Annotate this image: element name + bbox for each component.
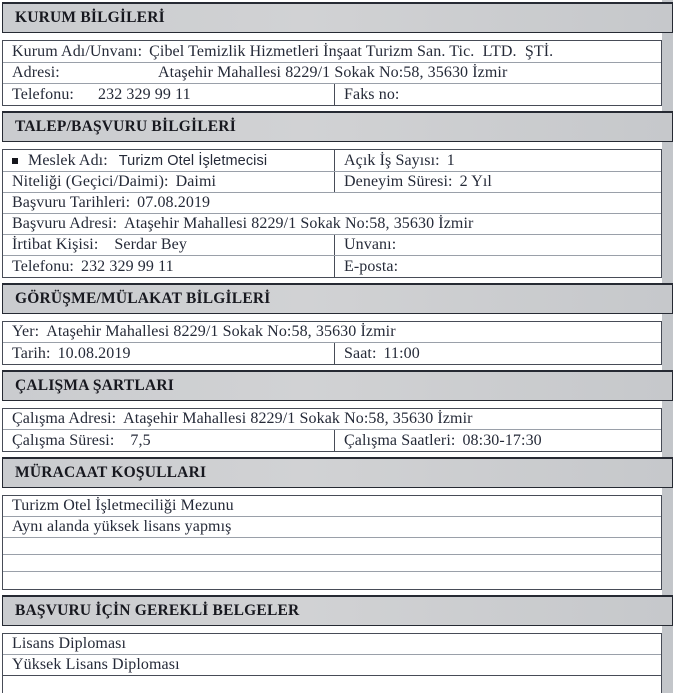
cell-calisma-saatleri xyxy=(334,430,661,451)
cell-irtibat xyxy=(3,235,334,255)
telefon-label: Telefonu: xyxy=(12,85,74,103)
kurum-adi-label: Kurum Adı/Unvanı: xyxy=(12,42,143,60)
cell-saat xyxy=(334,343,661,364)
row-kosul-empty-2 xyxy=(3,555,661,572)
row-calisma-adresi xyxy=(3,409,661,430)
calisma-adres-value: Ataşehir Mahallesi 8229/1 Sokak No:58, 35630 İzmir xyxy=(123,410,473,427)
cell-telefon xyxy=(3,84,334,105)
cell-faks xyxy=(334,84,661,105)
row-niteligi xyxy=(3,172,661,193)
basvuru-tarih-value: 07.08.2019 xyxy=(137,194,211,211)
kurum-rows xyxy=(2,40,662,106)
row-telefon-eposta xyxy=(3,256,661,277)
cell-calisma-adresi xyxy=(3,409,661,429)
cell-deneyim xyxy=(334,172,661,192)
section-header-calisma-sartlari xyxy=(2,370,673,401)
niteligi-label: Niteliği (Geçici/Daimi): xyxy=(12,173,169,190)
cell-calisma-suresi xyxy=(3,430,334,451)
section-talep-basvuru xyxy=(2,111,673,278)
muracaat-rows xyxy=(2,495,662,590)
kurum-adi-value: Çibel Temizlik Hizmetleri İnşaat Turizm San. Tic. LTD. ŞTİ. xyxy=(149,42,554,60)
square-bullet-icon xyxy=(12,158,18,164)
row-belge-1 xyxy=(3,634,661,655)
calisma-sure-value: 7,5 xyxy=(130,431,151,449)
cell-niteligi xyxy=(3,172,334,192)
section-gerekli-belgeler xyxy=(2,595,673,693)
row-sure-saatleri xyxy=(3,430,661,451)
cell-acik-is xyxy=(334,150,661,171)
deneyim-value: 2 Yıl xyxy=(459,173,492,190)
basvuru-tarih-label: Başvuru Tarihleri: xyxy=(12,194,131,211)
section-muracaat-kosullari xyxy=(2,457,673,590)
row-adresi xyxy=(3,63,661,84)
saat-value: 11:00 xyxy=(383,344,420,362)
row-yer xyxy=(3,322,661,343)
section-gorusme-mulakat xyxy=(2,283,673,365)
calisma-saat-label: Çalışma Saatleri: xyxy=(344,431,456,449)
row-irtibat-unvan xyxy=(3,235,661,256)
adresi-value: Ataşehir Mahallesi 8229/1 Sokak No:58, 35630 İzmir xyxy=(158,64,508,81)
yer-label: Yer: xyxy=(12,323,40,340)
telefon2-value: 232 329 99 11 xyxy=(80,257,174,275)
basvuru-adres-value: Ataşehir Mahallesi 8229/1 Sokak No:58, 35630 İzmir xyxy=(124,215,474,232)
row-tarih-saat xyxy=(3,343,661,364)
deneyim-label: Deneyim Süresi: xyxy=(344,173,453,190)
row-kurum-adi xyxy=(3,41,661,63)
row-meslek xyxy=(3,150,661,172)
calisma-rows xyxy=(2,408,662,452)
belge-2-text: Yüksek Lisans Diploması xyxy=(12,656,180,673)
form-document xyxy=(2,2,673,693)
calisma-saat-value: 08:30-17:30 xyxy=(462,431,542,449)
row-basvuru-tarihleri xyxy=(3,193,661,214)
cell-basvuru-tarihleri xyxy=(3,193,661,213)
row-basvuru-adresi xyxy=(3,214,661,235)
section-kurum-bilgileri xyxy=(2,2,673,106)
eposta-label: E-posta: xyxy=(344,257,399,275)
adresi-label: Adresi: xyxy=(12,64,60,81)
basvuru-adres-label: Başvuru Adresi: xyxy=(12,215,118,232)
calisma-sure-label: Çalışma Süresi: xyxy=(12,431,115,449)
section-calisma-sartlari xyxy=(2,370,673,452)
faks-label: Faks no: xyxy=(344,85,400,103)
yer-value: Ataşehir Mahallesi 8229/1 Sokak No:58, 35630 İzmir xyxy=(46,323,396,340)
kosul-2-text: Aynı alanda yüksek lisans yapmış xyxy=(12,518,232,535)
section-header-gorusme-mulakat xyxy=(2,283,673,314)
section-title: GÖRÜŞME/MÜLAKAT BİLGİLERİ xyxy=(15,290,271,307)
meslek-value: Turizm Otel İşletmecisi xyxy=(118,152,268,169)
cell-yer xyxy=(3,322,661,342)
section-title: KURUM BİLGİLERİ xyxy=(15,9,165,26)
row-telefon-faks xyxy=(3,84,661,105)
row-kosul-1 xyxy=(3,496,661,517)
row-kosul-empty-3 xyxy=(3,572,661,589)
belgeler-rows xyxy=(2,633,662,693)
cell-basvuru-adresi xyxy=(3,214,661,234)
cell-kosul-2 xyxy=(3,517,661,537)
cell-tarih xyxy=(3,343,334,364)
section-header-talep-basvuru xyxy=(2,111,673,142)
section-header-kurum-bilgileri xyxy=(2,2,673,33)
acik-is-value: 1 xyxy=(446,151,455,169)
talep-rows xyxy=(2,149,662,278)
kosul-1-text: Turizm Otel İşletmeciliği Mezunu xyxy=(12,497,234,514)
cell-meslek xyxy=(3,150,334,171)
irtibat-label: İrtibat Kişisi: xyxy=(12,236,99,253)
section-header-gerekli-belgeler xyxy=(2,595,673,626)
cell-belge-2 xyxy=(3,655,661,675)
row-belge-2 xyxy=(3,655,661,676)
section-title: BAŞVURU İÇİN GEREKLİ BELGELER xyxy=(15,602,300,619)
cell-kosul-1 xyxy=(3,496,661,516)
tarih-label: Tarih: xyxy=(12,344,51,362)
unvani-label: Unvanı: xyxy=(344,236,397,253)
cell-telefon2 xyxy=(3,256,334,277)
section-header-muracaat-kosullari xyxy=(2,457,673,488)
section-title: TALEP/BAŞVURU BİLGİLERİ xyxy=(15,118,236,135)
acik-is-label: Açık İş Sayısı: xyxy=(344,151,440,169)
cell-kurum-adi xyxy=(3,41,661,62)
cell-eposta xyxy=(334,256,661,277)
row-kosul-2 xyxy=(3,517,661,538)
saat-label: Saat: xyxy=(344,344,377,362)
niteligi-value: Daimi xyxy=(175,173,217,190)
section-title: ÇALIŞMA ŞARTLARI xyxy=(15,377,174,394)
cell-adresi xyxy=(3,63,661,83)
telefon2-label: Telefonu: xyxy=(12,257,74,275)
meslek-label: Meslek Adı: xyxy=(28,151,108,169)
tarih-value: 10.08.2019 xyxy=(57,344,131,362)
calisma-adres-label: Çalışma Adresi: xyxy=(12,410,117,427)
row-kosul-empty-1 xyxy=(3,538,661,555)
telefon-value: 232 329 99 11 xyxy=(98,85,191,103)
irtibat-value: Serdar Bey xyxy=(114,236,187,253)
belge-1-text: Lisans Diploması xyxy=(12,635,127,652)
cell-unvani xyxy=(334,235,661,255)
row-belge-empty xyxy=(3,676,661,693)
section-title: MÜRACAAT KOŞULLARI xyxy=(15,464,207,481)
gorusme-rows xyxy=(2,321,662,365)
cell-belge-1 xyxy=(3,634,661,654)
